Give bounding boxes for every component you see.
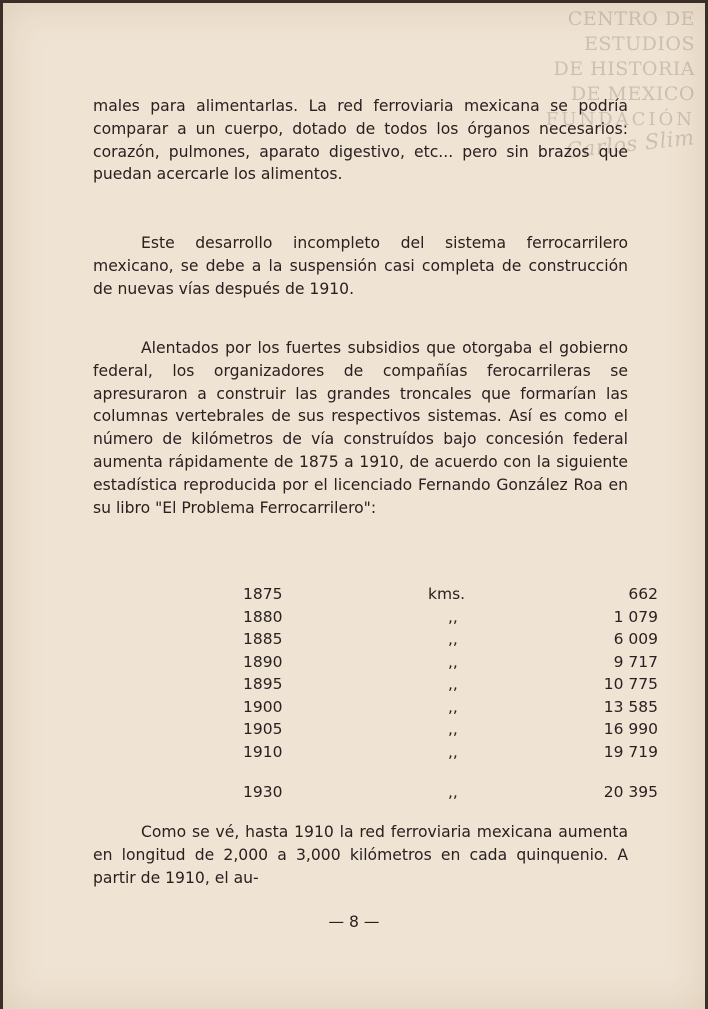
- unit-cell: ,,: [448, 742, 458, 761]
- km-cell: 10 775: [603, 675, 658, 693]
- paragraph-2: [93, 232, 628, 300]
- paragraph-text: Como se vé, hasta 1910 la red ferroviaria mexicana aumenta en longitud de 2,000 a 3,000 kilómetros en cada quinquenio. A partir de 1910, el au-: [93, 823, 628, 887]
- year-cell: 1895: [243, 675, 283, 693]
- watermark-line: ESTUDIOS: [584, 33, 695, 55]
- paragraph-text: Este desarrollo incompleto del sistema ferrocarrilero mexicano, se debe a la suspensión casi completa de construcción de nuevas vías después de 1910.: [93, 234, 628, 298]
- unit-cell: kms.: [428, 585, 466, 603]
- km-cell: 1 079: [613, 607, 658, 626]
- km-cell: 16 990: [603, 720, 658, 738]
- unit-cell: ,,: [448, 607, 458, 626]
- unit-cell: ,,: [448, 675, 458, 693]
- unit-cell: ,,: [448, 630, 458, 648]
- unit-cell: ,,: [448, 652, 458, 671]
- watermark-fundacion: FUNDACIÓN: [545, 109, 695, 130]
- unit-cell: ,,: [448, 720, 458, 738]
- document-page: [3, 3, 705, 1009]
- km-cell: 20 395: [603, 783, 658, 801]
- km-cell: 19 719: [603, 742, 658, 761]
- watermark-line: CENTRO DE: [567, 8, 695, 30]
- year-cell: 1880: [243, 607, 283, 626]
- year-cell: 1910: [243, 742, 283, 761]
- paragraph-3: [93, 337, 628, 519]
- page-number: — 8 —: [328, 913, 380, 931]
- km-cell: 9 717: [613, 652, 658, 671]
- watermark-line: DE HISTORIA: [553, 58, 695, 80]
- year-cell: 1900: [243, 697, 283, 716]
- paragraph-4: [93, 821, 628, 889]
- unit-cell: ,,: [448, 697, 458, 716]
- year-cell: 1875: [243, 585, 283, 603]
- km-cell: 662: [628, 585, 658, 603]
- km-cell: 13 585: [603, 697, 658, 716]
- unit-cell: ,,: [448, 783, 458, 801]
- paragraph-text: Alentados por los fuertes subsidios que otorgaba el gobierno federal, los organizadores de compañías ferocarrileras se apresuraron a construir las grandes troncales que formarían las columnas vertebrales de sus respectivos sistemas. Así es como el número de kilómetros de vía construídos bajo concesión federal aumenta rápidamente de 1875 a 1910, de acuerdo con la siguiente estadística reproducida por el licenciado Fernando González Roa en su libro "El Problema Ferrocarrilero":: [93, 339, 628, 517]
- paragraph-text: males para alimentarlas. La red ferroviaria mexicana se podría comparar a un cuerpo, dotado de todos los órganos necesarios: corazón, pulmones, aparato digestivo, etc... pero sin brazos que puedan acercarle los alimentos.: [93, 97, 628, 184]
- year-cell: 1885: [243, 630, 283, 648]
- year-cell: 1890: [243, 652, 283, 671]
- year-cell: 1930: [243, 783, 283, 801]
- km-cell: 6 009: [613, 630, 658, 648]
- watermark-line: DE MEXICO: [570, 83, 695, 105]
- paragraph-1: [93, 95, 628, 186]
- year-cell: 1905: [243, 720, 283, 738]
- watermark-signature: Carlos Slim: [565, 125, 696, 163]
